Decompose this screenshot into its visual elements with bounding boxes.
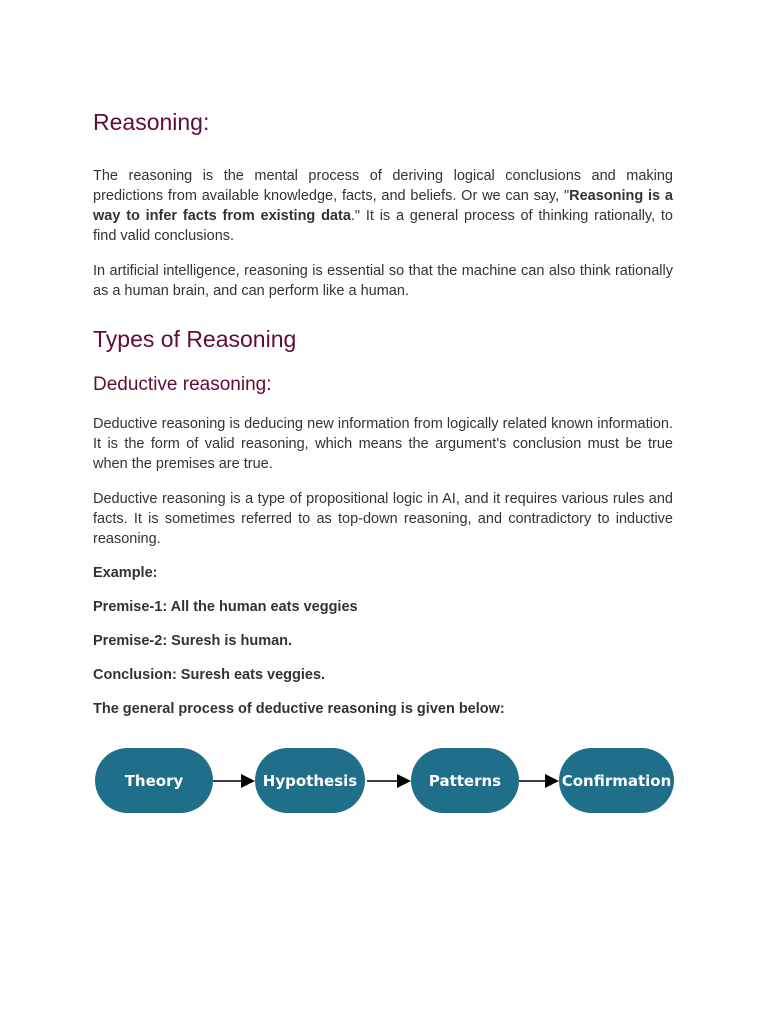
flow-arrow-1 bbox=[213, 774, 255, 788]
ai-reasoning-paragraph: In artificial intelligence, reasoning is essential so that the machine can also think rationally as a human brain, and can perform like a human. bbox=[93, 263, 673, 299]
reasoning-definition-paragraph bbox=[93, 166, 673, 246]
reasoning-heading: Reasoning: bbox=[93, 109, 210, 135]
premise-1: Premise-1: All the human eats veggies bbox=[93, 599, 358, 615]
flow-node-theory: Theory bbox=[95, 748, 213, 813]
deductive-paragraph-2: Deductive reasoning is a type of propositional logic in AI, and it requires various rules and facts. It is sometimes referred to as top-down reasoning, and contradictory to inductive reasoning. bbox=[93, 491, 673, 547]
flow-node-patterns: Patterns bbox=[411, 748, 519, 813]
types-of-reasoning-heading: Types of Reasoning bbox=[93, 326, 297, 352]
definition-text-end: ." It is a general process of thinking rationally, to find valid conclusions. bbox=[93, 208, 673, 244]
example-label: Example: bbox=[93, 565, 158, 581]
deductive-process-diagram bbox=[95, 748, 675, 814]
definition-bold-phrase: Reasoning is a way to infer facts from existing data bbox=[93, 188, 673, 224]
deductive-paragraph-1: Deductive reasoning is deducing new information from logically related known information. It is the form of valid reasoning, which means the argument's conclusion must be true when the premises are true. bbox=[93, 416, 673, 472]
conclusion: Conclusion: Suresh eats veggies. bbox=[93, 667, 326, 683]
flow-node-confirmation: Confirmation bbox=[559, 748, 674, 813]
premise-2: Premise-2: Suresh is human. bbox=[93, 633, 293, 649]
deductive-reasoning-heading: Deductive reasoning: bbox=[93, 374, 272, 395]
definition-text-start: The reasoning is the mental process of deriving logical conclusions and making predictions from available knowledge, facts, and beliefs. Or we can say, " bbox=[93, 168, 673, 204]
flow-node-hypothesis: Hypothesis bbox=[255, 748, 365, 813]
flow-arrow-3 bbox=[519, 774, 559, 788]
document-page bbox=[93, 108, 673, 719]
process-intro: The general process of deductive reasoning is given below: bbox=[93, 701, 505, 717]
flow-arrow-2 bbox=[367, 774, 411, 788]
